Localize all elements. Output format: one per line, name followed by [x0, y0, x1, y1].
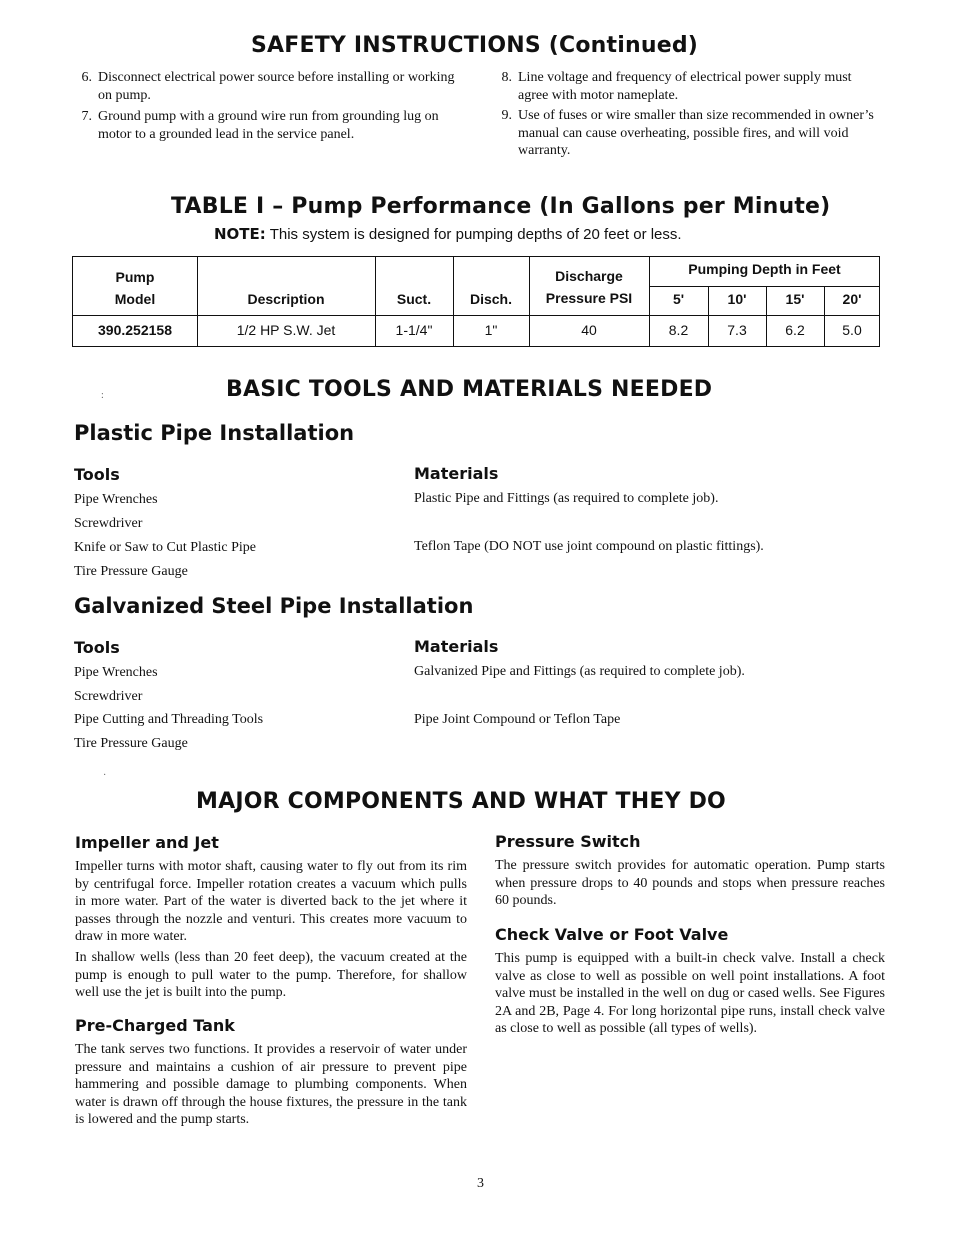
header-suct: Suct. — [396, 291, 432, 307]
plastic-material-item: Teflon Tape (DO NOT use joint compound on plastic fittings). — [414, 539, 764, 554]
plastic-materials-label: Materials — [414, 464, 499, 483]
galvanized-tool-item: Screwdriver — [74, 689, 143, 704]
cell-flow-15: 6.2 — [785, 322, 805, 338]
header-model: Model — [114, 291, 156, 307]
cell-suct: 1-1/4" — [395, 322, 433, 338]
safety-heading: SAFETY INSTRUCTIONS (Continued) — [251, 33, 699, 58]
header-pumping-depth: Pumping Depth in Feet — [688, 261, 841, 277]
table-note-label: NOTE: — [214, 225, 266, 243]
impeller-heading: Impeller and Jet — [75, 833, 219, 852]
cell-flow-10: 7.3 — [727, 322, 747, 338]
pressure-switch-heading: Pressure Switch — [495, 832, 641, 851]
plastic-tool-item: Knife or Saw to Cut Plastic Pipe — [74, 540, 256, 555]
check-valve-heading: Check Valve or Foot Valve — [495, 925, 729, 944]
cell-disch: 1" — [484, 322, 498, 338]
cell-description: 1/2 HP S.W. Jet — [236, 322, 336, 338]
safety-item-number: 8. — [501, 70, 512, 85]
page-number: 3 — [477, 1176, 484, 1191]
safety-item-text: Disconnect electrical power source before installing or working on pump. — [98, 70, 455, 103]
safety-item-number: 9. — [501, 108, 512, 123]
safety-item-text: Line voltage and frequency of electrical power supply must agree with motor nameplate. — [518, 70, 852, 103]
table-note-text: This system is designed for pumping depths of 20 feet or less. — [265, 226, 682, 243]
cell-pressure: 40 — [581, 322, 597, 338]
plastic-tool-item: Screwdriver — [74, 516, 143, 531]
galvanized-material-item: Galvanized Pipe and Fittings (as required to complete job). — [414, 664, 745, 679]
stray-mark: : — [101, 390, 104, 401]
header-description: Description — [247, 291, 325, 307]
tools-heading: BASIC TOOLS AND MATERIALS NEEDED — [226, 377, 713, 402]
header-disch: Disch. — [469, 291, 512, 307]
safety-item-number: 7. — [81, 109, 92, 124]
plastic-tools-label: Tools — [74, 465, 120, 484]
stray-mark: · — [103, 770, 107, 781]
galvanized-material-item: Pipe Joint Compound or Teflon Tape — [414, 712, 621, 727]
galvanized-tool-item: Tire Pressure Gauge — [74, 736, 188, 751]
galvanized-tools-label: Tools — [74, 638, 120, 657]
cell-model: 390.252158 — [98, 322, 172, 338]
impeller-paragraph-2: In shallow wells (less than 20 feet deep), the vacuum created at the pump is enough to pull water to the pump. Therefore, for shallow well use the jet is built into the pump. — [75, 950, 467, 1000]
header-depth-20: 20' — [842, 291, 862, 307]
safety-item-text: Ground pump with a ground wire run from grounding lug on motor to a grounded lead in the service panel. — [98, 109, 439, 142]
table-note — [214, 225, 774, 243]
galvanized-heading: Galvanized Steel Pipe Installation — [74, 594, 474, 618]
plastic-material-item: Plastic Pipe and Fittings (as required to complete job). — [414, 491, 719, 506]
galvanized-tool-item: Pipe Wrenches — [74, 665, 158, 680]
plastic-tool-item: Tire Pressure Gauge — [74, 564, 188, 579]
cell-flow-20: 5.0 — [842, 322, 862, 338]
header-depth-5: 5' — [672, 291, 685, 307]
header-pressure-psi: Pressure PSI — [545, 290, 633, 306]
header-pump: Pump — [115, 269, 155, 285]
safety-item-text: Use of fuses or wire smaller than size recommended in owner’s manual can cause overheating, possible fires, and will void warranty. — [518, 108, 874, 158]
galvanized-tool-item: Pipe Cutting and Threading Tools — [74, 712, 264, 727]
tank-paragraph: The tank serves two functions. It provides a reservoir of water under pressure and maintains a cushion of air pressure to prevent pipe hammering and possible damage to plumbing components. When water is drawn off through the house fixtures, the pressure in the tank is lowered and the pump starts. — [75, 1042, 467, 1127]
header-discharge: Discharge — [555, 268, 623, 284]
check-valve-paragraph: This pump is equipped with a built-in check valve. Install a check valve as close to well as possible on well point installations. A foot valve must be installed in the well on dug or cased wells. See Figures 2A and 2B, Page 4. For long horizontal pipe runs, install check valve as close to well as possible (all types of wells). — [495, 951, 885, 1036]
galvanized-materials-label: Materials — [414, 637, 499, 656]
safety-item-number: 6. — [81, 70, 92, 85]
components-heading: MAJOR COMPONENTS AND WHAT THEY DO — [196, 789, 726, 814]
header-depth-15: 15' — [785, 291, 805, 307]
impeller-paragraph-1: Impeller turns with motor shaft, causing water to fly out from its rim by centrifugal force. Impeller rotation creates a vacuum which pulls in more water. Part of the water is diverted back to the jet where it passes through the nozzle and venturi. This creates more vacuum to draw in more water. — [75, 859, 467, 944]
pressure-switch-paragraph: The pressure switch provides for automatic operation. Pump starts when pressure drops to 40 pounds and stops when pressure reaches 60 pounds. — [495, 858, 885, 908]
header-depth-10: 10' — [727, 291, 747, 307]
table-title: TABLE I – Pump Performance (In Gallons per Minute) — [171, 194, 831, 219]
cell-flow-5: 8.2 — [668, 322, 689, 338]
plastic-heading: Plastic Pipe Installation — [74, 421, 355, 445]
pump-performance-table — [72, 256, 880, 347]
tank-heading: Pre-Charged Tank — [75, 1016, 235, 1035]
plastic-tool-item: Pipe Wrenches — [74, 492, 158, 507]
